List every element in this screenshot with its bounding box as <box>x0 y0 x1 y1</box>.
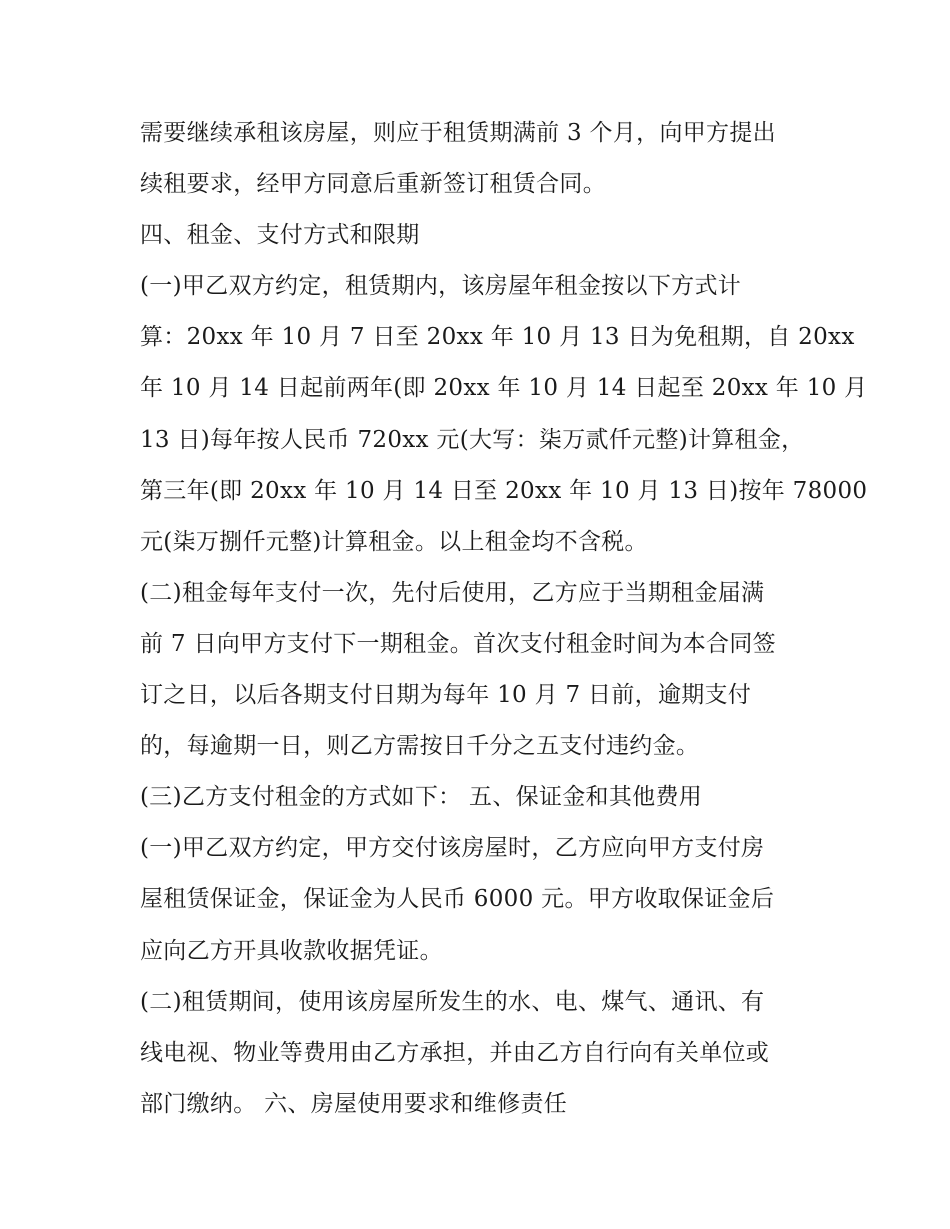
text-line: 的，每逾期一日，则乙方需按日千分之五支付违约金。 <box>140 733 700 760</box>
text-line: 部门缴纳。 六、房屋使用要求和维修责任 <box>140 1090 568 1117</box>
text-line: (三)乙方支付租金的方式如下： 五、保证金和其他费用 <box>140 784 703 811</box>
text-line: 元(柒万捌仟元整)计算租金。以上租金均不含税。 <box>140 528 648 555</box>
document-body <box>140 108 868 1130</box>
text-line: 续租要求，经甲方同意后重新签订租赁合同。 <box>140 171 606 198</box>
text-line: 需要继续承租该房屋，则应于租赁期满前 3 个月，向甲方提出 <box>140 120 776 146</box>
text-line: (二)租赁期间，使用该房屋所发生的水、电、煤气、通讯、有 <box>140 988 765 1015</box>
text-line: 应向乙方开具收款收据凭证。 <box>140 937 443 964</box>
text-line: 前 7 日向甲方支付下一期租金。首次支付租金时间为本合同签 <box>140 630 776 657</box>
section-heading: 四、租金、支付方式和限期 <box>140 222 420 249</box>
text-line: (一)甲乙双方约定，甲方交付该房屋时，乙方应向甲方支付房 <box>140 835 765 862</box>
text-line: 13 日)每年按人民币 720xx 元(大写：柒万贰仟元整)计算租金， <box>140 426 805 453</box>
text-line: 年 10 月 14 日起前两年(即 20xx 年 10 月 14 日起至 20xx 年 10 月 <box>140 375 868 402</box>
text-line: (二)租金每年支付一次，先付后使用，乙方应于当期租金届满 <box>140 579 765 606</box>
text-line: 订之日，以后各期支付日期为每年 10 月 7 日前，逾期支付 <box>140 682 752 709</box>
text-line: 线电视、物业等费用由乙方承担，并由乙方自行向有关单位或 <box>140 1039 770 1066</box>
text-line: (一)甲乙双方约定，租赁期内，该房屋年租金按以下方式计 <box>140 273 742 300</box>
text-line: 第三年(即 20xx 年 10 月 14 日至 20xx 年 10 月 13 日)按年 78000 <box>140 477 868 504</box>
text-line: 屋租赁保证金，保证金为人民币 6000 元。甲方收取保证金后 <box>140 886 775 913</box>
text-line: 算：20xx 年 10 月 7 日至 20xx 年 10 月 13 日为免租期，自 20xx <box>140 324 855 351</box>
